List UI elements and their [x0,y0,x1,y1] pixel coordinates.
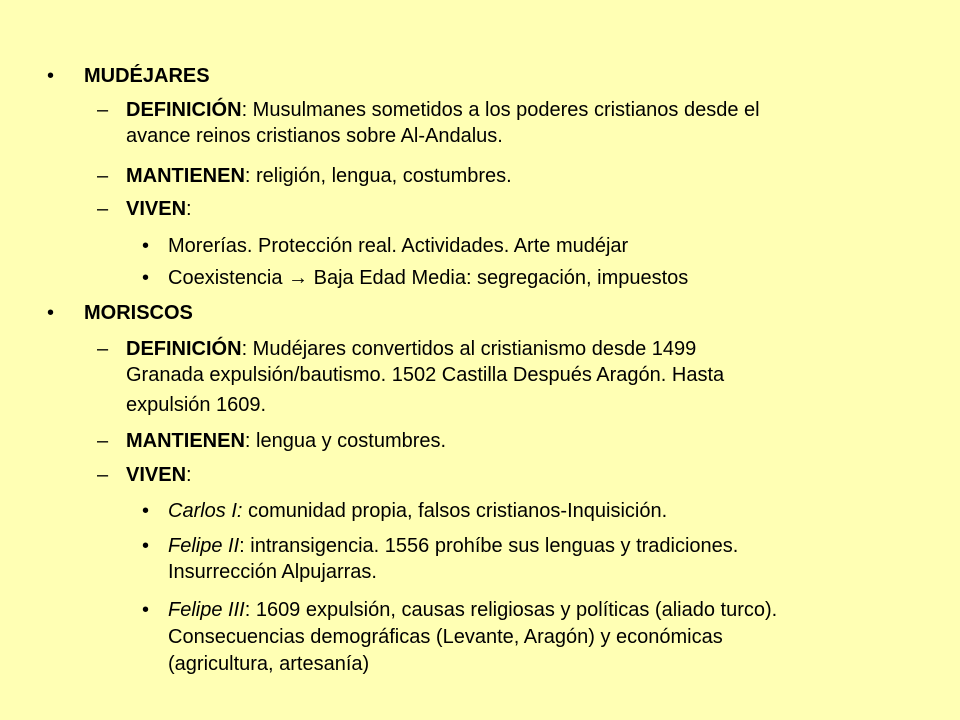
felipe3-text1: : 1609 expulsión, causas religiosas y políticas (aliado turco). [244,599,778,621]
dash-mudejares-mantienen: – [97,165,109,187]
mudejares-viven-colon: : [186,198,192,220]
moriscos-felipe2-line2: Insurrección Alpujarras. [168,561,377,583]
felipe2-text1: : intransigencia. 1556 prohíbe sus lenguas y tradiciones. [239,535,739,557]
moriscos-definicion-text1: : Mudéjares convertidos al cristianismo desde 1499 [241,338,697,360]
moriscos-carlos-line [168,498,667,524]
felipe2-name: Felipe II [168,535,240,557]
mudejares-viven-line [126,196,192,222]
felipe3-name: Felipe III [168,599,245,621]
carlos-text: comunidad propia, falsos cristianos-Inquisición. [242,500,668,522]
mudejares-definicion-label: DEFINICIÓN [126,99,242,121]
bullet-mudejares-viven-2: • [142,267,150,289]
moriscos-felipe3-line3: (agricultura, artesanía) [168,653,370,675]
bullet-felipe3: • [142,599,150,621]
dash-moriscos-mantienen: – [97,430,109,452]
bullet-carlos: • [142,500,150,522]
moriscos-definicion-line2: Granada expulsión/bautismo. 1502 Castilla Después Aragón. Hasta [126,364,725,386]
moriscos-mantienen-line [126,428,446,454]
mudejares-viven-label: VIVEN [126,198,187,220]
mudejares-definicion-line2: avance reinos cristianos sobre Al-Andalus. [126,125,503,147]
mudejares-viven-item-2: Coexistencia → Baja Edad Media: segregación, impuestos [168,267,689,289]
moriscos-felipe3-line2: Consecuencias demográficas (Levante, Aragón) y económicas [168,626,723,648]
bullet-moriscos: • [47,302,55,324]
heading-mudejares [84,63,210,89]
moriscos-felipe2-line1 [168,533,738,559]
moriscos-mantienen-text: : lengua y costumbres. [244,430,447,452]
dash-mudejares-definicion: – [97,99,109,121]
dash-moriscos-viven: – [97,464,109,486]
carlos-name: Carlos I: [168,500,243,522]
bullet-mudejares-viven-1: • [142,235,150,257]
moriscos-felipe3-line1 [168,597,777,623]
moriscos-mantienen-label: MANTIENEN [126,430,245,452]
dash-mudejares-viven: – [97,198,109,220]
mudejares-viven-item-1: Morerías. Protección real. Actividades. Arte mudéjar [168,235,629,257]
mudejares-definicion-line1 [126,97,760,123]
mudejares-mantienen-label: MANTIENEN [126,165,245,187]
mudejares-definicion-text1: : Musulmanes sometidos a los poderes cristianos desde el [241,99,760,121]
moriscos-definicion-line1 [126,336,696,362]
bullet-felipe2: • [142,535,150,557]
moriscos-viven-colon: : [186,464,192,486]
mudejares-mantienen-text: : religión, lengua, costumbres. [244,165,512,187]
moriscos-definicion-label: DEFINICIÓN [126,338,242,360]
mudejares-mantienen-line [126,163,512,189]
moriscos-viven-line [126,462,192,488]
moriscos-viven-label: VIVEN [126,464,187,486]
heading-moriscos [84,300,193,326]
bullet-mudejares: • [47,65,55,87]
mudejares-title: MUDÉJARES [84,65,210,87]
moriscos-definicion-line3: expulsión 1609. [126,394,267,416]
moriscos-title: MORISCOS [84,302,193,324]
dash-moriscos-definicion: – [97,338,109,360]
